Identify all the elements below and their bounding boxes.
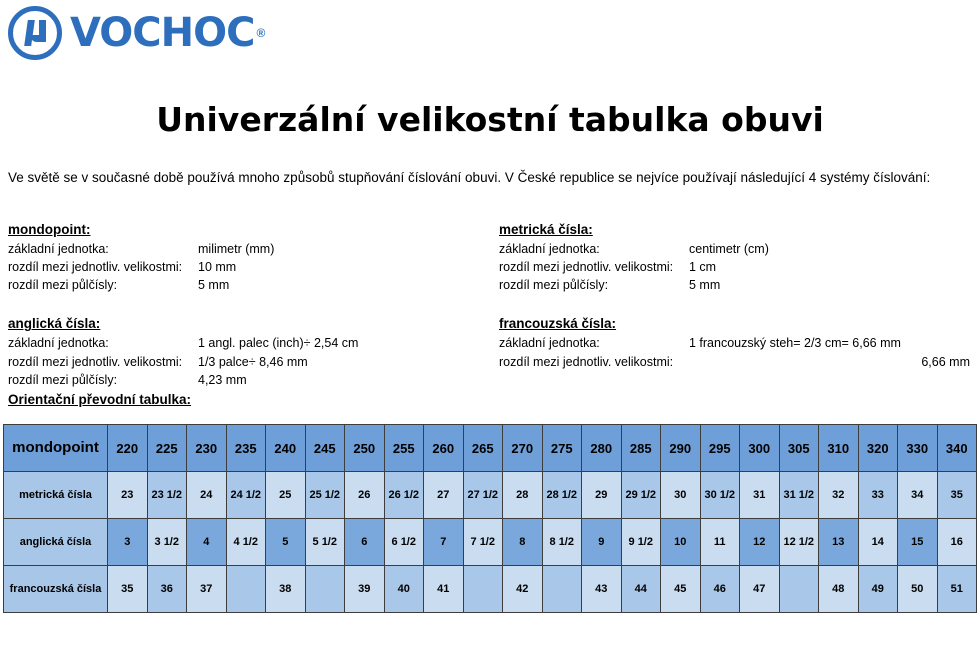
table-cell: 38 <box>266 566 306 613</box>
table-cell: 25 1/2 <box>305 472 345 519</box>
system-row-value: 4,23 mm <box>198 372 247 387</box>
table-cell: 34 <box>898 472 938 519</box>
system-row-value: 1 francouzský steh= 2/3 cm= 6,66 mm <box>689 336 901 351</box>
table-cell: 230 <box>187 425 227 472</box>
system-row-value: 10 mm <box>198 260 237 275</box>
table-cell <box>226 566 266 613</box>
system-row-label: základní jednotka: <box>8 336 109 351</box>
brand-name: VOCHOC <box>70 10 255 56</box>
table-row <box>4 425 977 472</box>
system-row-label: základní jednotka: <box>499 242 600 256</box>
registered-mark: ® <box>256 26 266 40</box>
table-cell: 30 <box>661 472 701 519</box>
table-cell: 5 1/2 <box>305 519 345 566</box>
system-row-value: 1/3 palce÷ 8,46 mm <box>198 354 308 369</box>
system-row-label: základní jednotka: <box>8 242 109 256</box>
table-cell: 29 <box>582 472 622 519</box>
table-cell: 36 <box>147 566 187 613</box>
system-metricka <box>489 222 970 294</box>
table-cell: 4 1/2 <box>226 519 266 566</box>
system-row-value: 5 mm <box>198 278 230 293</box>
table-cell: 25 <box>266 472 306 519</box>
system-heading: francouzská čísla: <box>499 316 617 332</box>
table-cell: 235 <box>226 425 266 472</box>
table-cell: 280 <box>582 425 622 472</box>
table-cell: 46 <box>700 566 740 613</box>
system-row <box>8 276 489 294</box>
table-cell: 37 <box>187 566 227 613</box>
system-row <box>8 240 489 258</box>
table-cell: 3 1/2 <box>147 519 187 566</box>
table-cell: 48 <box>819 566 859 613</box>
system-mondopoint <box>8 222 489 294</box>
table-cell <box>779 566 819 613</box>
table-cell: 12 <box>740 519 780 566</box>
table-cell <box>542 566 582 613</box>
intro-paragraph: Ve světě se v současné době používá mnoho způsobů stupňování číslování obuvi. V České republice se nejvíce používají následující 4 systémy číslování: <box>8 170 931 185</box>
table-cell: 310 <box>819 425 859 472</box>
system-row-label: základní jednotka: <box>499 336 600 351</box>
table-cell: 23 <box>108 472 148 519</box>
table-cell: 330 <box>898 425 938 472</box>
table-cell: 26 <box>345 472 385 519</box>
system-francouzska <box>489 316 970 388</box>
system-row <box>8 258 489 276</box>
table-cell: 340 <box>937 425 977 472</box>
system-row-label: rozdíl mezi jednotliv. velikostmi: <box>499 354 674 369</box>
table-cell: 11 <box>700 519 740 566</box>
table-cell: 8 <box>503 519 543 566</box>
system-row-label: rozdíl mezi jednotliv. velikostmi: <box>499 260 674 275</box>
table-cell: 250 <box>345 425 385 472</box>
table-cell: 7 <box>424 519 464 566</box>
table-cell: 9 1/2 <box>621 519 661 566</box>
table-cell: 49 <box>858 566 898 613</box>
table-cell: 39 <box>345 566 385 613</box>
system-row <box>499 276 970 294</box>
table-cell: 245 <box>305 425 345 472</box>
table-cell: 50 <box>898 566 938 613</box>
table-cell: 29 1/2 <box>621 472 661 519</box>
table-cell: 45 <box>661 566 701 613</box>
conversion-table <box>3 424 977 613</box>
brand-logo <box>8 6 265 60</box>
system-row-value: centimetr (cm) <box>689 242 769 256</box>
table-cell: 15 <box>898 519 938 566</box>
table-cell: 33 <box>858 472 898 519</box>
table-cell: 35 <box>937 472 977 519</box>
table-cell: 8 1/2 <box>542 519 582 566</box>
table-cell: 220 <box>108 425 148 472</box>
table-cell: 300 <box>740 425 780 472</box>
system-row-label: rozdíl mezi půlčísly: <box>8 278 118 293</box>
table-cell: 6 1/2 <box>384 519 424 566</box>
system-row <box>499 353 970 371</box>
table-cell: 32 <box>819 472 859 519</box>
page-title: Univerzální velikostní tabulka obuvi <box>156 100 824 139</box>
system-row <box>8 371 489 389</box>
system-row <box>499 240 970 258</box>
system-row <box>8 334 489 352</box>
system-row-value: 1 angl. palec (inch)÷ 2,54 cm <box>198 336 359 351</box>
table-cell: 275 <box>542 425 582 472</box>
system-row-label: rozdíl mezi půlčísly: <box>8 372 118 387</box>
table-cell: 6 <box>345 519 385 566</box>
table-cell: 13 <box>819 519 859 566</box>
table-cell: 41 <box>424 566 464 613</box>
table-cell: 240 <box>266 425 306 472</box>
table-cell: 35 <box>108 566 148 613</box>
table-row <box>4 519 977 566</box>
table-cell: 44 <box>621 566 661 613</box>
system-row-value: 5 mm <box>689 278 721 293</box>
table-cell: 305 <box>779 425 819 472</box>
table-cell: 290 <box>661 425 701 472</box>
table-cell: 24 <box>187 472 227 519</box>
table-cell: 260 <box>424 425 464 472</box>
table-cell: 30 1/2 <box>700 472 740 519</box>
system-heading: metrická čísla: <box>499 222 593 237</box>
table-cell: 4 <box>187 519 227 566</box>
table-cell: 5 <box>266 519 306 566</box>
table-cell: 23 1/2 <box>147 472 187 519</box>
table-cell: 42 <box>503 566 543 613</box>
system-row-label: rozdíl mezi jednotliv. velikostmi: <box>8 260 183 275</box>
table-cell: 14 <box>858 519 898 566</box>
system-row <box>499 334 970 352</box>
table-cell: 28 <box>503 472 543 519</box>
table-row <box>4 566 977 613</box>
system-row-label: rozdíl mezi jednotliv. velikostmi: <box>8 354 183 369</box>
table-cell: 320 <box>858 425 898 472</box>
table-cell: 31 <box>740 472 780 519</box>
table-cell: 265 <box>463 425 503 472</box>
table-cell: 27 1/2 <box>463 472 503 519</box>
table-cell: 7 1/2 <box>463 519 503 566</box>
system-heading: anglická čísla: <box>8 316 101 332</box>
row-header: metrická čísla <box>4 472 108 519</box>
table-cell: 51 <box>937 566 977 613</box>
table-cell: 31 1/2 <box>779 472 819 519</box>
row-header: anglická čísla <box>4 519 108 566</box>
table-cell: 12 1/2 <box>779 519 819 566</box>
table-cell: 255 <box>384 425 424 472</box>
table-cell: 295 <box>700 425 740 472</box>
table-cell <box>305 566 345 613</box>
system-row-value: milimetr (mm) <box>198 242 275 256</box>
circle-vj-logo-icon <box>8 6 62 60</box>
table-cell: 225 <box>147 425 187 472</box>
table-row <box>4 472 977 519</box>
system-row-label: rozdíl mezi půlčísly: <box>499 278 609 293</box>
conversion-table-wrapper <box>3 424 977 613</box>
table-cell: 40 <box>384 566 424 613</box>
table-cell: 28 1/2 <box>542 472 582 519</box>
table-cell: 43 <box>582 566 622 613</box>
system-row <box>8 353 489 371</box>
table-cell: 270 <box>503 425 543 472</box>
system-row-value: 6,66 mm <box>921 354 970 369</box>
table-cell: 9 <box>582 519 622 566</box>
table-cell <box>463 566 503 613</box>
table-cell: 285 <box>621 425 661 472</box>
numbering-systems <box>8 222 970 389</box>
table-cell: 3 <box>108 519 148 566</box>
system-row <box>499 258 970 276</box>
table-cell: 16 <box>937 519 977 566</box>
row-header: francouzská čísla <box>4 566 108 613</box>
system-heading: mondopoint: <box>8 222 91 237</box>
table-cell: 26 1/2 <box>384 472 424 519</box>
system-row-value: 1 cm <box>689 260 717 275</box>
table-cell: 10 <box>661 519 701 566</box>
row-header: mondopoint <box>4 425 108 472</box>
table-cell: 24 1/2 <box>226 472 266 519</box>
system-anglicka <box>8 316 489 388</box>
table-caption: Orientační převodní tabulka: <box>8 392 192 407</box>
table-cell: 47 <box>740 566 780 613</box>
table-cell: 27 <box>424 472 464 519</box>
